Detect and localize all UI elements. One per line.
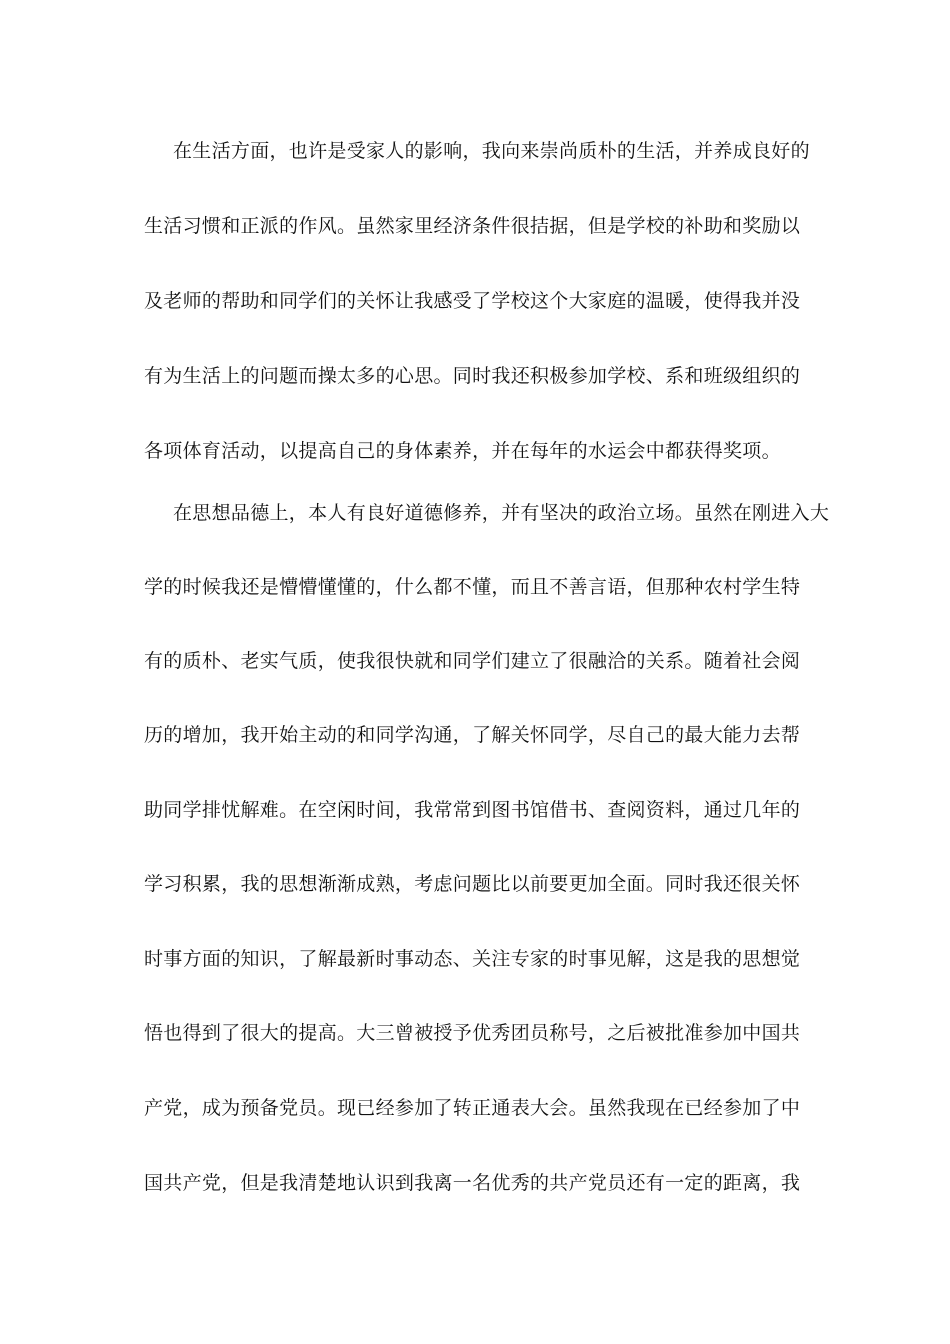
paragraph-line: 国共产党，但是我清楚地认识到我离一名优秀的共产党员还有一定的距离，我 [144,1172,801,1194]
paragraph-line: 时事方面的知识，了解最新时事动态、关注专家的时事见解，这是我的思想觉 [144,948,801,970]
paragraph-line: 产党，成为预备党员。现已经参加了转正通表大会。虽然我现在已经参加了中 [144,1097,801,1119]
paragraph-line: 有为生活上的问题而操太多的心思。同时我还积极参加学校、系和班级组织的 [144,365,801,387]
paragraph-line: 及老师的帮助和同学们的关怀让我感受了学校这个大家庭的温暖，使得我并没 [144,290,801,312]
paragraph-line: 学习积累，我的思想渐渐成熟，考虑问题比以前要更加全面。同时我还很关怀 [144,873,801,895]
paragraph-line: 在思想品德上，本人有良好道德修养，并有坚决的政治立场。虽然在刚进入大 [173,502,830,524]
paragraph-line: 有的质朴、老实气质，使我很快就和同学们建立了很融洽的关系。随着社会阅 [144,650,801,672]
paragraph-line: 悟也得到了很大的提高。大三曾被授予优秀团员称号，之后被批准参加中国共 [144,1022,801,1044]
paragraph-line: 在生活方面，也许是受家人的影响，我向来崇尚质朴的生活，并养成良好的 [173,140,810,162]
paragraph-line: 学的时候我还是懵懵懂懂的，什么都不懂，而且不善言语，但那种农村学生特 [144,576,801,598]
paragraph-line: 生活习惯和正派的作风。虽然家里经济条件很拮据，但是学校的补助和奖励以 [144,215,801,237]
paragraph-line: 历的增加，我开始主动的和同学沟通，了解关怀同学，尽自己的最大能力去帮 [144,724,801,746]
paragraph-line: 助同学排忧解难。在空闲时间，我常常到图书馆借书、查阅资料，通过几年的 [144,799,801,821]
paragraph-line: 各项体育活动，以提高自己的身体素养，并在每年的水运会中都获得奖项。 [144,440,781,462]
